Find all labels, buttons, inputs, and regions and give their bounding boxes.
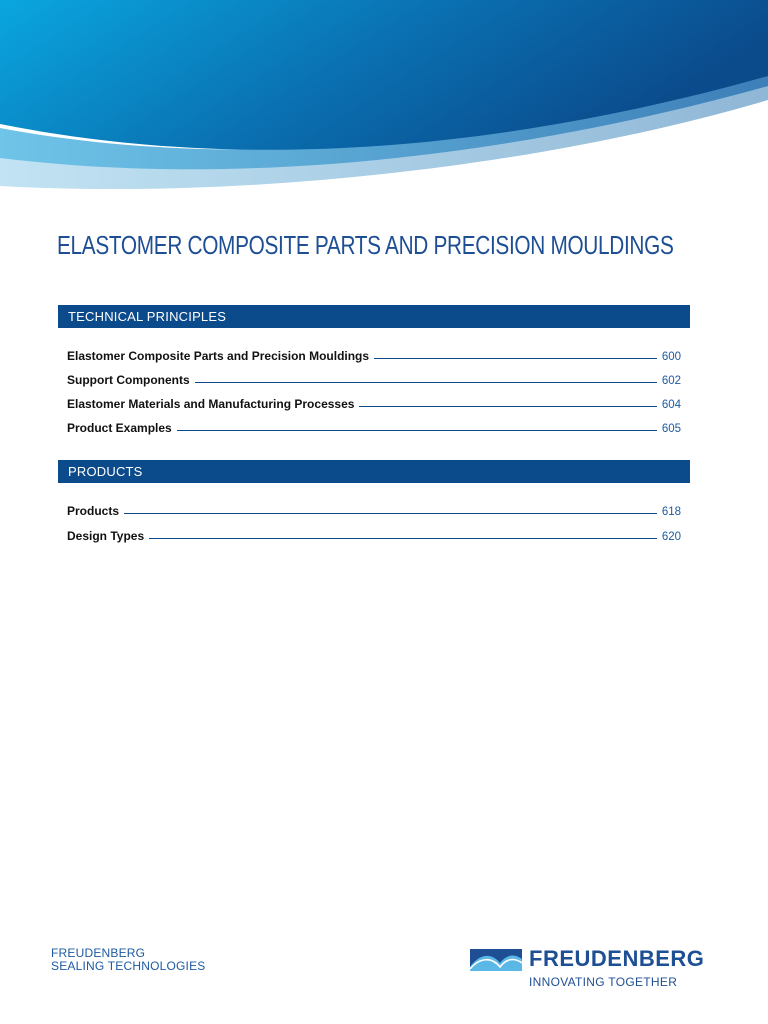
toc-leader-line [124,513,657,514]
page-title: ELASTOMER COMPOSITE PARTS AND PRECISION MOULDINGS [57,230,674,260]
toc-entry-label: Elastomer Composite Parts and Precision Mouldings [67,349,370,363]
freudenberg-wave-logo-icon [470,949,522,971]
toc-leader-line [359,406,656,407]
toc-entry-label: Product Examples [67,421,172,435]
toc-entry-label: Elastomer Materials and Manufacturing Processes [67,397,355,411]
toc-entry-label: Design Types [67,529,145,543]
toc-page-number: 620 [661,531,681,543]
toc-leader-line [177,430,657,431]
logo-wordmark: FREUDENBERG [529,946,705,971]
logo-tagline: INNOVATING TOGETHER [529,975,678,989]
toc-entry[interactable] [67,525,681,543]
toc-leader-line [195,382,657,383]
toc-leader-line [149,538,657,539]
toc-page-number: 604 [661,399,681,411]
toc-page-number: 605 [661,423,681,435]
toc-page-number: 618 [661,506,681,518]
toc-entry[interactable] [67,393,681,411]
toc-page-number: 602 [661,375,681,387]
toc-entry[interactable] [67,369,681,387]
toc-entry[interactable] [67,417,681,435]
freudenberg-logo [470,946,730,994]
header-wave-graphic [0,0,768,200]
footer-company-line2: SEALING TECHNOLOGIES [51,959,206,973]
toc-entry[interactable] [67,345,681,363]
section-header-products: PRODUCTS [58,460,690,483]
toc-entry-label: Support Components [67,373,190,387]
footer-company-name [51,947,206,973]
toc-page-number: 600 [661,351,681,363]
toc-leader-line [374,358,657,359]
toc-entry-label: Products [67,504,120,518]
toc-entry[interactable] [67,500,681,518]
section-header-technical-principles: TECHNICAL PRINCIPLES [58,305,690,328]
footer-company-line1: FREUDENBERG [51,946,146,960]
